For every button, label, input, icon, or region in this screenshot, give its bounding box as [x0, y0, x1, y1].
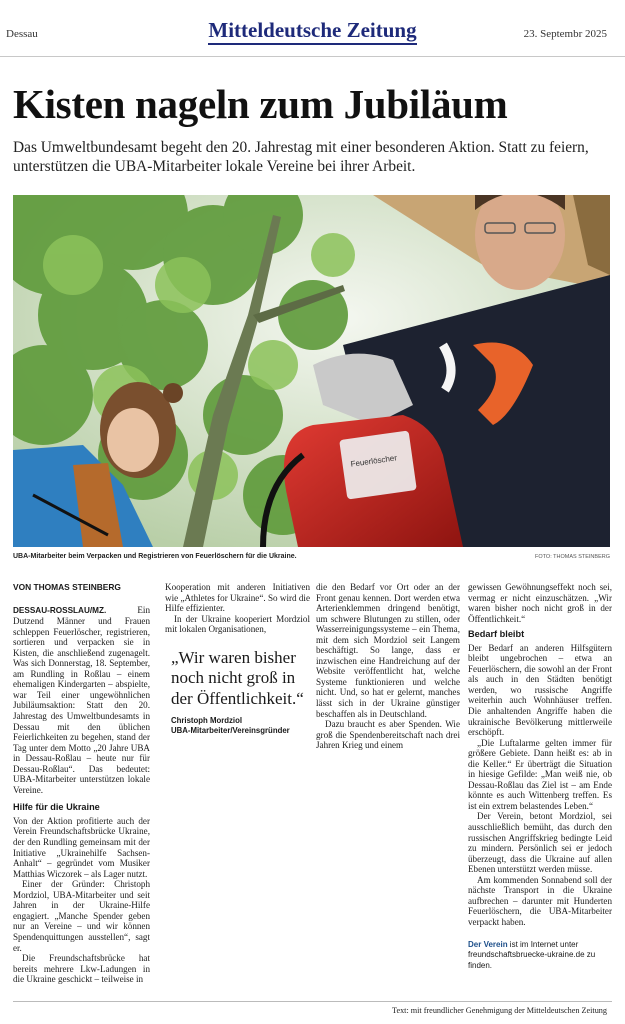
- photo-credit: FOTO: THOMAS STEINBERG: [535, 554, 610, 560]
- article-photo: [13, 195, 610, 547]
- article-column-3: [316, 582, 460, 751]
- headline: Kisten nageln zum Jubiläum: [13, 81, 508, 127]
- info-box: [468, 940, 612, 972]
- byline: VON THOMAS STEINBERG: [13, 582, 121, 592]
- paragraph: „Die Luftalarme gelten immer für größere Gebiete. Dann heißt es: ab in die Keller.“ Er überträgt die Situation in hiesige Gefilde: „Man weiß nie, ob Dessau-Roßlau das Ziel ist – am Ende könnte es auch Wittenberg treffen. Es ist ein extrem belastendes Leben.“: [468, 737, 612, 811]
- paragraph: Von der Aktion profitierte auch der Verein Freundschaftsbrücke Ukraine, der den Rundling gemeinsam mit der Initiative „Ukrainehilfe Sachsen-Anhalt“ – gegründet vom Musiker Matthias Wiczorek – als Lager nutzt.: [13, 815, 150, 879]
- extinguisher-label: Feuerlöscher: [350, 453, 398, 469]
- deck: Das Umweltbundesamt begeht den 20. Jahrestag mit einer besonderen Aktion. Statt zu feiern, unterstützen die UBA-Mitarbeiter lokale Vereine bei ihrer Arbeit.: [13, 139, 589, 175]
- article-column-2: [165, 582, 310, 748]
- pull-quote: [171, 648, 310, 737]
- paragraph: die den Bedarf vor Ort oder an der Front genau kennen. Dort werden etwa Arterienklemmen dringend benötigt, um schwere Blutungen zu stillen, oder Wasserreinigungssysteme – ein Thema, mit dem sich Mordziol seit Langem beschäftigt. So lange, dass er inzwischen eine Handreichung auf der Website veröffentlicht hat, welche Systeme funktionieren und welche nicht. Und, so hat er gelernt, manches lässt sich in der Ukraine günstiger beschaffen als in Deutschland.: [316, 582, 460, 719]
- subhead-hilfe: Hilfe für die Ukraine: [13, 802, 100, 813]
- masthead-divider: [0, 56, 625, 57]
- paragraph: Kooperation mit anderen Initiativen wie „Athletes for Ukraine“. So wird die Hilfe effizienter.: [165, 582, 310, 614]
- paragraph: Einer der Gründer: Christoph Mordziol, UBA-Mitarbeiter und seit Jahren in der Ukraine-Hilfe engagiert. „Manche Spender geben nur an Vereine – und wir können Spendenquittungen ausstellen“, sagt er.: [13, 879, 150, 953]
- quote-author: Christoph Mordziol: [171, 716, 243, 726]
- pull-quote-text: „Wir waren bisher noch nicht groß in der Öffentlichkeit.“: [171, 647, 304, 708]
- paragraph: Am kommenden Sonnabend soll der nächste Transport in die Ukraine aufbrechen – darunter mit Hunderten Feuerlöschern, die UBA-Mitarbeiter verpackt haben.: [468, 874, 612, 927]
- paragraph: gewissen Gewöhnungseffekt noch sei, vermag er nicht einzuschätzen. „Wir waren bisher noch nicht groß in der Öffentlichkeit.“: [468, 582, 612, 624]
- article-column-4: [468, 582, 612, 971]
- quote-role: UBA-Mitarbeiter/Vereinsgründer: [171, 726, 290, 736]
- masthead-title: Mitteldeutsche Zeitung: [208, 18, 416, 45]
- paragraph: Dazu braucht es aber Spenden. Wie groß die Spendenbereitschaft nach drei Jahren Krieg und einem: [316, 719, 460, 751]
- photo-caption: UBA-Mitarbeiter beim Verpacken und Registrieren von Feuerlöschern für die Ukraine.: [13, 553, 297, 560]
- dateline: DESSAU-ROSSLAU/MZ.: [13, 605, 107, 615]
- article-column-1: [13, 582, 150, 985]
- info-lead: Der Verein: [468, 939, 508, 949]
- paragraph: Der Bedarf an anderen Hilfsgütern bleibt ungebrochen – etwa an Feuerlöschern, die sowohl an der Front als auch in den Städten benötigt werden, wo russische Angriffe weiterhin auch Wohnhäuser treffen. Die anhaltenden Angriffe haben die ukrainische Bevölkerung mittlerweile erschöpft.: [468, 642, 612, 738]
- paragraph: In der Ukraine kooperiert Mordziol mit lokalen Organisationen,: [165, 613, 310, 635]
- footer-credit: Text: mit freundlicher Genehmigung der Mitteldeutschen Zeitung: [392, 1006, 607, 1015]
- subhead-bedarf: Bedarf bleibt: [468, 629, 525, 640]
- info-text: ist im Internet unter freundschaftsbruecke-ukraine.de zu finden.: [468, 939, 596, 970]
- paragraph: Der Verein, betont Mordziol, sei ausschließlich bemüht, das durch den russischen Angriffskrieg bedingte Leid zu mindern. Persönlich sei er jedoch überzeugt, dass die Ukraine auf allen Ebenen unterstützt werden müsse.: [468, 811, 612, 875]
- footer-divider: [13, 1001, 612, 1002]
- masthead-date: 23. Septembr 2025: [523, 28, 607, 40]
- paragraph: DESSAU-ROSSLAU/MZ. Ein Dutzend Männer und Frauen schleppen Feuerlöscher, registrieren, sortieren und verpacken sie in Kisten, die anschließend zugenagelt. Was sich Donnerstag, 18. September, am Rundling in Roßlau – einem ehemaligen Kindergarten – abspielte, war Teil einer ungewöhnlichen Jubiläumsaktion: Statt den 20. Jahrestag des Umweltbundesamts in Dessau mit den üblichen Feierlichkeiten zu begehen, stand der Tag unter dem Motto „20 Jahre UBA in Dessau-Roßlau – heute nur für Dessau-Roßlau“. Das bedeutet: UBA-Mitarbeiter unterstützen lokale Vereine.: [13, 604, 150, 795]
- masthead-city: Dessau: [6, 28, 38, 40]
- masthead: [0, 0, 625, 50]
- paragraph: Die Freundschaftsbrücke hat bereits mehrere Lkw-Ladungen in die Ukraine geschickt – teilweise in: [13, 953, 150, 985]
